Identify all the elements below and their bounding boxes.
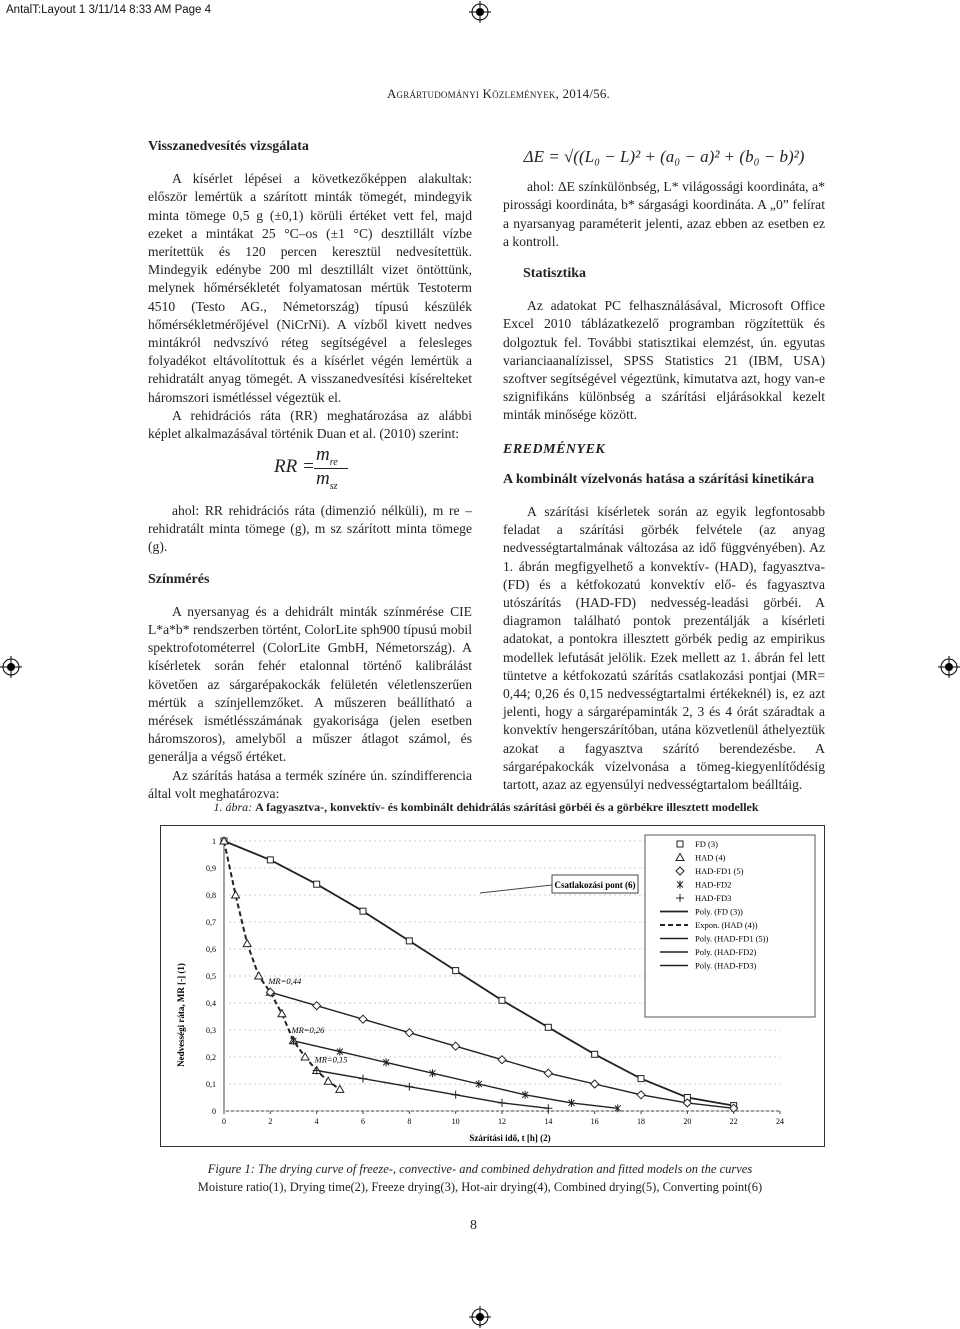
paragraph: ahol: ΔE színkülönbség, L* világossági koordináta, a* pirossági koordináta, b* sárgasági koordináta. A „0” felírat a nyarsanyag paraméterit jelenti, azaz ebben az esetben ez a kontroll. (503, 179, 825, 249)
y-tick-label: 0,7 (206, 918, 216, 927)
paragraph: A szárítási kísérletek során az egyik legfontosabb feladat a szárítási görbék felvétele (az anyag nedvességtartalmának változása az idő függvényében). Az 1. ábrán megfigyelhető a konvektív- (HAD), fagyasztva- (FD) és a kétfokozatú konvektív elő- és fagyasztva utószárítás (HAD-FD) nedvesség-leadási görbéi. A diagramon található pontok prezentálják a kísérleti adatokat, a pontokra illesztett görbék pedig az empirikus modellek lefutását jelölik. Ezek mellett az 1. ábrán fel lett tüntetve a kétfokozatú szárítás csatlakozási pontjai (MR= 0,44; 0,26 és 0,15 nedvességtartalmi értékeknél) is, ez azt jelenti, hogy a sárgarépaminták 2, 3 és 4 órát száradtak a konvektív hengerszárítóban, utána közvetlenül áthelyeztük azokat a fagyasztva szárító berendezésbe. A sárgarépakockák vízelvonása a tömeg-kiegyenlítődésig tartott, azaz az egyensúlyi nedvességtartalom beálltáig. (503, 504, 825, 793)
registration-mark-icon (0, 656, 22, 678)
figure-caption-legend: Moisture ratio(1), Drying time(2), Freeze drying(3), Hot-air drying(4), Combined drying(5), Converting point(6) (197, 1180, 763, 1194)
data-point (499, 997, 505, 1003)
legend-entry: FD (3) (695, 839, 718, 849)
y-tick-label: 0,8 (206, 891, 216, 900)
y-tick-label: 0,5 (206, 972, 216, 981)
mr-annotation: MR=0,26 (291, 1024, 325, 1035)
registration-mark-icon (938, 656, 960, 678)
right-column (503, 148, 825, 794)
x-tick-label: 4 (314, 1117, 319, 1126)
x-tick-label: 24 (776, 1117, 784, 1126)
y-tick-label: 0,2 (206, 1053, 216, 1062)
y-axis-label: Nedvességi ráta, MR [-] (1) (176, 963, 186, 1067)
y-tick-label: 0,3 (206, 1026, 216, 1035)
y-tick-label: 0 (212, 1107, 216, 1116)
data-point (677, 841, 683, 847)
data-point (453, 968, 459, 974)
mr-annotation: MR=0,44 (268, 976, 302, 987)
paragraph: ahol: RR rehidrációs ráta (dimenzió nélküli), m re – rehidratált minta tömege (g), m sz szárított minta tömege (g). (148, 503, 472, 555)
legend-entry: Poly. (HAD-FD2) (695, 947, 757, 957)
x-tick-label: 20 (683, 1117, 692, 1126)
figure-title (148, 800, 824, 815)
data-point (406, 938, 412, 944)
x-tick-label: 16 (590, 1117, 599, 1126)
paragraph: A rehidrációs ráta (RR) meghatározása az alábbi képlet alkalmazásával történik Duan et al. (2010) szerint: (148, 407, 472, 442)
rr-formula (274, 444, 364, 494)
x-tick-label: 0 (222, 1117, 226, 1126)
legend-entry: Poly. (HAD-FD1 (5)) (695, 933, 769, 944)
data-point (592, 1051, 598, 1057)
paragraph: A kísérlet lépései a következőképpen alakultak: először lemértük a szárított minták tömegét, mindegyik minta tömege 0,5 g (±0,1) körüli értéket vett fel, majd ezeket a mintákat 25 °C–os (±1 °C) desztillált vízbe merítettük és 120 percen keresztül nedvesítettük. Mindegyik edénybe 200 ml desztillált vizet öntöttünk, melynek hőmérsékletét folyamatosan mértük Testoterm 4510 (Testo AG., Németország) típusú készülék hőmérsékletmérőjével (NiCrNi). A vízből kivett nedves mintákról nedvszívó réteg segítségével a felesleges folyadékot eltávolítottuk és a kísérlet végén lemértük a rehidratált anyag tömegét. A visszanedvesítési kísérelteket háromszori ismétléssel végeztük el. (148, 171, 472, 405)
paragraph: A nyersanyag és a dehidrált minták színmérése CIE L*a*b* rendszerben történt, ColorLite sph900 típusú mobil spektrofotométerrel (ColorLite GmbH, Németország). A kísérletek során fehér etalonnal történő kalibrálást követően az sárgarépakockák felületén véletlenszerűen mértük a színjellemzőket. A műszeren beállítható a mérések ismétlésszámának gyakorisága (jelen esetben háromszoros), amelyből a műszer átlagot számol, és generálja a végső értéket. (148, 603, 472, 765)
rr-denominator: $m_{sz}$ (316, 468, 338, 492)
data-point (314, 881, 320, 887)
registration-mark-icon (469, 1, 491, 23)
section-title-kinetics: A kombinált vízelvonás hatása a szárítási kinetikára (503, 471, 815, 487)
x-tick-label: 6 (361, 1117, 365, 1126)
x-tick-label: 12 (498, 1117, 506, 1126)
section-title-rehydration: Visszanedvesítés vizsgálata (148, 139, 309, 154)
x-tick-label: 10 (451, 1117, 460, 1126)
y-tick-label: 0,1 (206, 1080, 216, 1089)
registration-mark-icon (469, 1306, 491, 1328)
legend-entry: Expon. (HAD (4)) (695, 920, 758, 930)
data-point (545, 1024, 551, 1030)
drying-curve-chart (160, 825, 825, 1147)
data-point (638, 1076, 644, 1082)
rr-lhs: RR = (274, 456, 315, 477)
x-tick-label: 22 (729, 1117, 738, 1126)
y-tick-label: 1 (212, 837, 216, 846)
x-tick-label: 14 (544, 1117, 553, 1126)
figure-caption-en: Figure 1: The drying curve of freeze-, convective- and combined dehydration and fitted models on the curves (207, 1162, 753, 1176)
x-tick-label: 2 (268, 1117, 273, 1126)
x-axis-label: Szárítási idő, t [h] (2) (469, 1133, 551, 1143)
callout-label: Csatlakozási pont (6) (554, 880, 636, 890)
legend-entry: HAD-FD2 (695, 879, 732, 890)
paragraph: Az adatokat PC felhasználásával, Microsoft Office Excel 2010 táblázatkezelő programban rögzítettük és dolgoztuk fel. További statisztikai elemzést, ún. egyutas varianciaanalízissel, SPSS Statistics 21 (IBM, USA) szoftver segítségével végeztünk, kimutatva azt, hogy van-e szignifikáns különbség a szárítási eljárásokkal kezelt minták minősége között. (503, 298, 825, 423)
delta-e-formula: ΔE = √((L₀ − L)² + (a₀ − a)² + (b₀ − b)²) (523, 147, 805, 166)
y-tick-label: 0,6 (206, 945, 216, 954)
legend-entry: Poly. (HAD-FD3) (695, 960, 757, 971)
data-point (267, 857, 273, 863)
print-slug: AntalT:Layout 1 3/11/14 8:33 AM Page 4 (6, 4, 212, 16)
legend-entry: HAD-FD1 (5) (695, 866, 744, 876)
x-tick-label: 8 (407, 1117, 412, 1126)
x-tick-label: 18 (637, 1117, 645, 1126)
y-tick-label: 0,9 (206, 864, 216, 873)
section-title-color: Színmérés (148, 571, 210, 587)
legend-entry: Poly. (FD (3)) (695, 906, 743, 917)
figure-number: 1. ábra: (213, 800, 253, 814)
running-head: Agrártudományi Közlemények, 2014/56. (386, 86, 610, 101)
mr-annotation: MR=0,15 (314, 1054, 348, 1065)
results-heading: EREDMÉNYEK (503, 441, 606, 457)
rr-numerator: $m_{re}$ (316, 444, 338, 468)
page-number: 8 (470, 1218, 477, 1233)
figure-title-text: A fagyasztva-, konvektív- és kombinált dehidrálás szárítási görbéi és a görbékre illesztett modellek (255, 800, 759, 814)
paragraph: Az szárítás hatása a termék színére ún. színdifferencia által volt meghatározva: (148, 767, 472, 801)
left-column-lower (148, 502, 472, 803)
section-title-statistics: Statisztika (523, 266, 586, 282)
y-tick-label: 0,4 (206, 999, 216, 1008)
data-point (360, 908, 366, 914)
legend-entry: HAD (4) (695, 852, 726, 863)
legend-entry: HAD-FD3 (695, 893, 732, 903)
